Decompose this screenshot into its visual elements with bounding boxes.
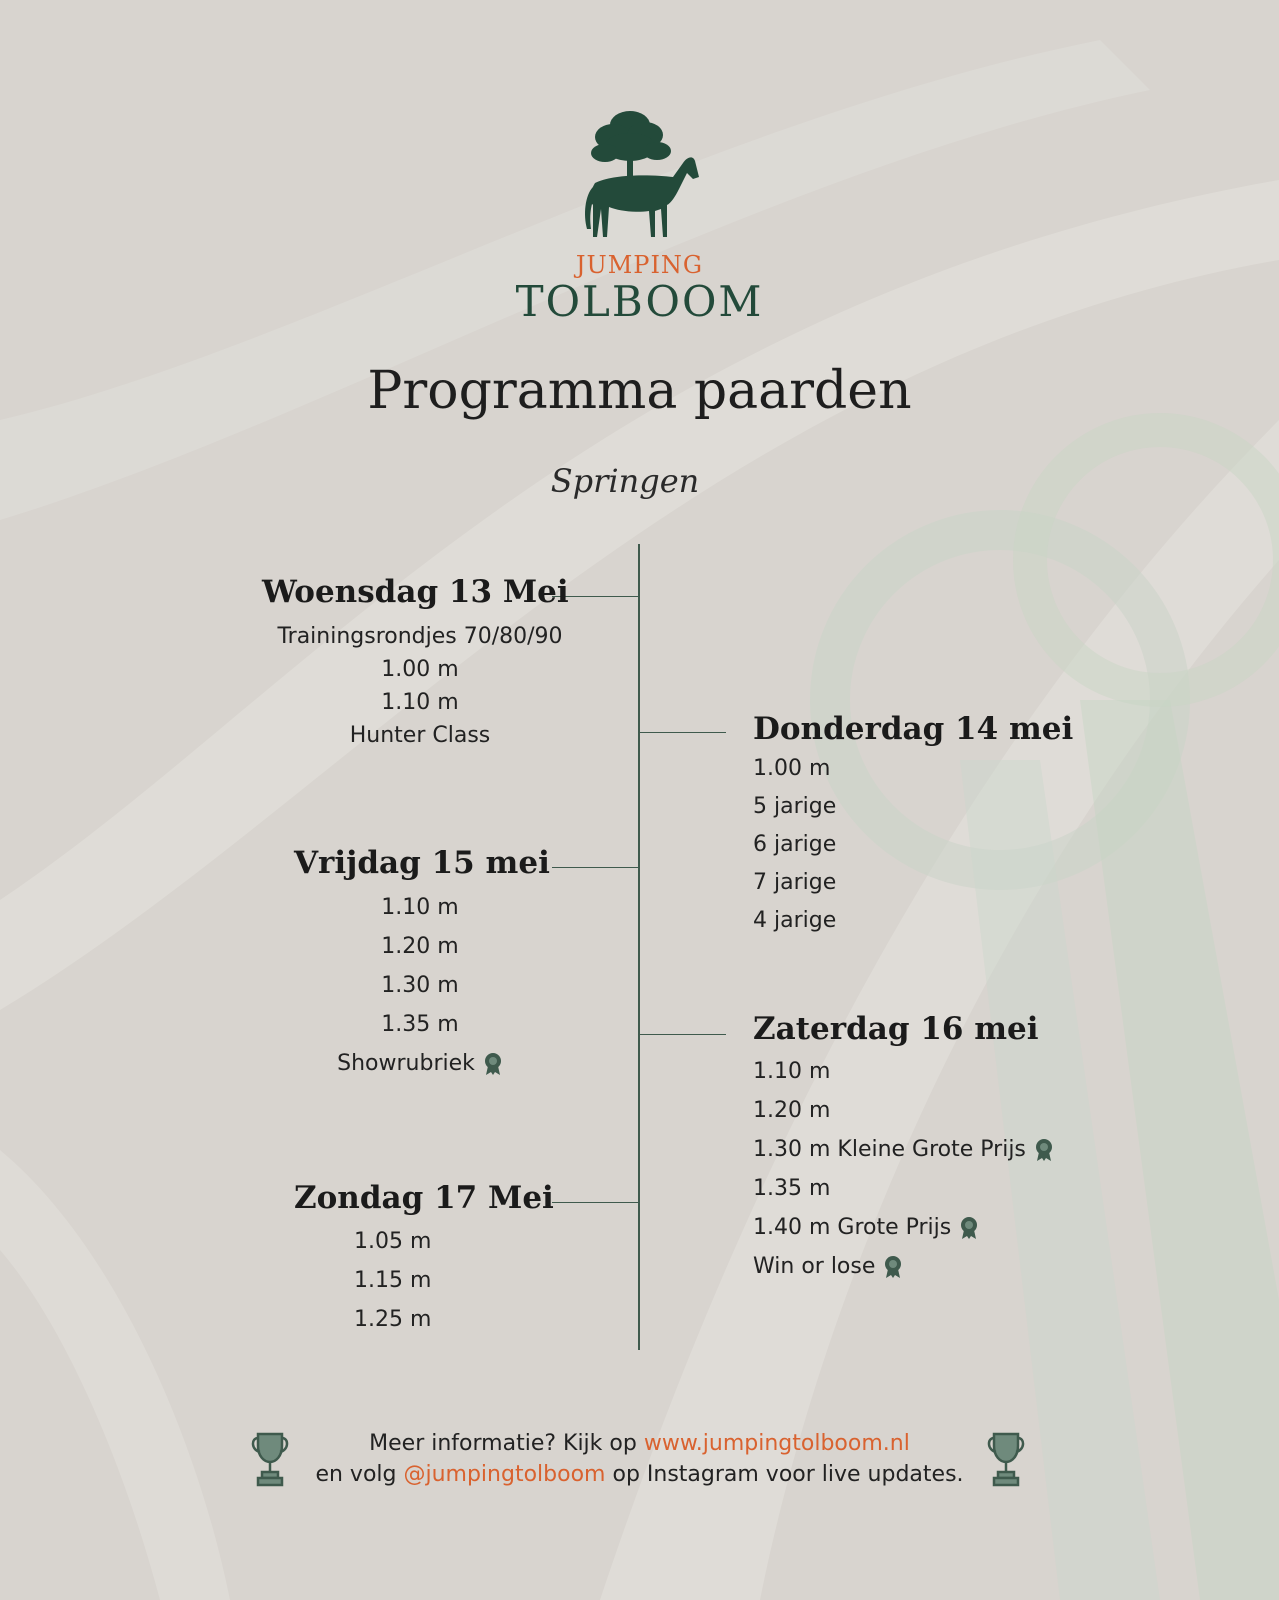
list-item: 1.35 m (753, 1176, 831, 1201)
footer-text: en volg (315, 1462, 404, 1487)
rosette-icon (1034, 1138, 1054, 1162)
rosette-icon (883, 1255, 903, 1279)
list-item: 1.15 m (354, 1268, 432, 1293)
list-item: 1.30 m (381, 973, 459, 998)
day-items-thu (753, 749, 836, 939)
list-item: 1.05 m (354, 1229, 432, 1254)
footer-text: Meer informatie? Kijk op (369, 1431, 644, 1456)
list-item: 1.00 m (381, 657, 459, 682)
logo (0, 105, 1279, 325)
day-title-fri: Vrijdag 15 mei (294, 845, 550, 881)
horse-tree-logo-icon (575, 105, 705, 245)
day-items-wed (255, 620, 585, 752)
list-item: 1.25 m (354, 1307, 432, 1332)
connector-sun (552, 1202, 638, 1203)
list-item: 1.10 m (753, 1059, 831, 1084)
list-item: 6 jarige (753, 831, 837, 857)
day-title-wed: Woensdag 13 Mei (262, 574, 569, 610)
footer-line-1 (0, 1428, 1279, 1459)
list-item-award (753, 1247, 1054, 1286)
day-items-sat (753, 1052, 1054, 1286)
day-title-sat: Zaterdag 16 mei (753, 1011, 1039, 1047)
day-title-thu: Donderdag 14 mei (753, 711, 1074, 747)
instagram-link[interactable]: @jumpingtolboom (403, 1462, 606, 1487)
list-item: 1.35 m (381, 1012, 459, 1037)
list-item: 1.20 m (753, 1098, 831, 1123)
footer-info (0, 1428, 1279, 1490)
connector-thu (640, 732, 726, 733)
day-items-sun (354, 1222, 431, 1339)
list-item: 1.10 m (381, 895, 459, 920)
rosette-icon (959, 1216, 979, 1240)
connector-fri (552, 867, 638, 868)
list-item: Trainingsrondjes 70/80/90 (277, 624, 563, 649)
list-item-label: 1.30 m Kleine Grote Prijs (753, 1137, 1026, 1162)
footer-line-2 (0, 1459, 1279, 1490)
list-item: 1.10 m (381, 690, 459, 715)
brand-main: TOLBOOM (515, 277, 764, 326)
list-item-label: Showrubriek (337, 1051, 475, 1076)
list-item: 7 jarige (753, 869, 837, 895)
list-item: Hunter Class (349, 723, 491, 748)
rosette-icon (483, 1052, 503, 1076)
list-item: 5 jarige (753, 793, 837, 819)
list-item-award (753, 1208, 1054, 1247)
footer-text: op Instagram voor live updates. (605, 1462, 964, 1487)
list-item-label: Win or lose (753, 1254, 876, 1279)
website-link[interactable]: www.jumpingtolboom.nl (643, 1431, 910, 1456)
list-item: 1.20 m (381, 934, 459, 959)
list-item-award (300, 1044, 540, 1083)
connector-sat (640, 1034, 726, 1035)
page-title: Programma paarden (367, 361, 912, 421)
brand-top: JUMPING (575, 251, 704, 279)
day-title-sun: Zondag 17 Mei (294, 1180, 554, 1216)
list-item-award (753, 1130, 1054, 1169)
list-item: 4 jarige (753, 907, 837, 933)
page-subtitle: Springen (550, 462, 700, 500)
timeline-line (638, 544, 640, 1350)
day-items-fri (300, 888, 540, 1083)
list-item: 1.00 m (753, 755, 831, 781)
list-item-label: 1.40 m Grote Prijs (753, 1215, 952, 1240)
